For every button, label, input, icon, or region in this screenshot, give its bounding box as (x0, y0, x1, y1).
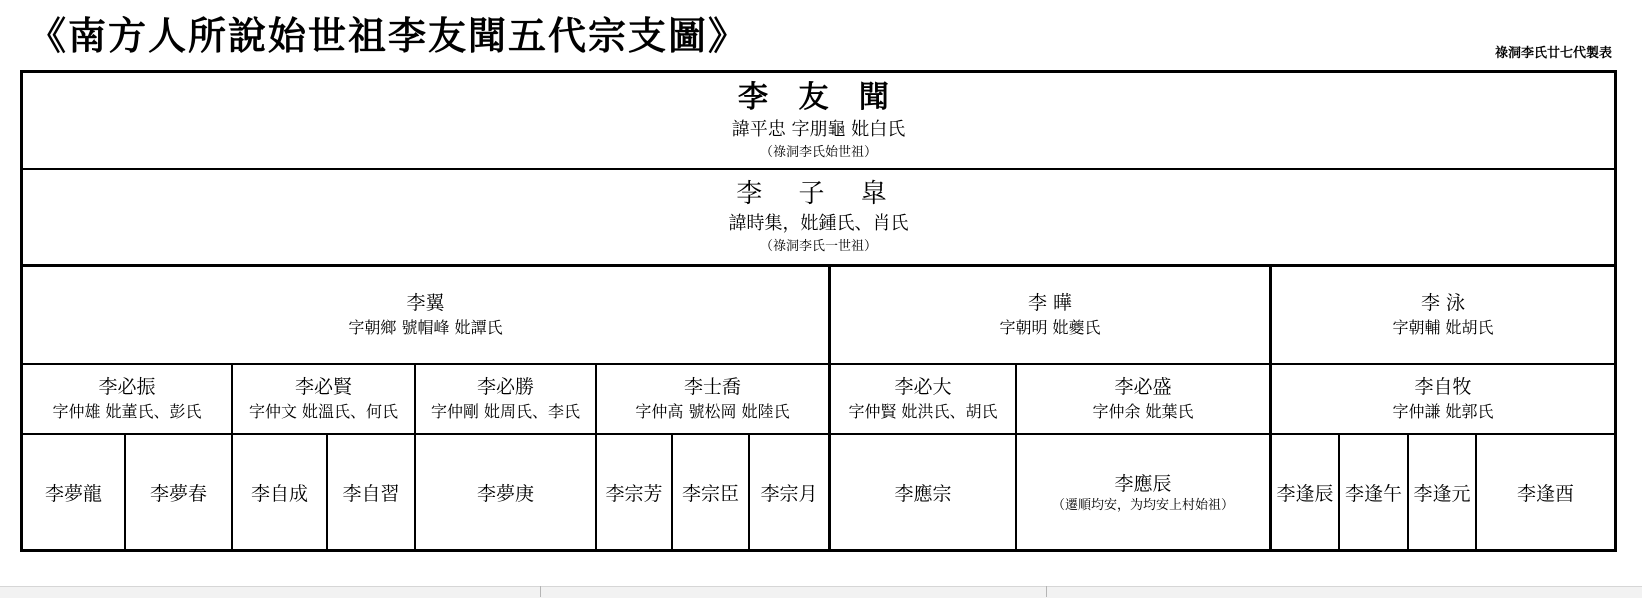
strip-divider (1046, 586, 1047, 597)
gen2-details: 字朝明 妣夔氏 (999, 318, 1101, 337)
gen4-cell (1015, 435, 1269, 549)
gen4-cell (414, 435, 595, 549)
gen4-name: 李自成 (250, 482, 308, 505)
gen3-details: 字仲雄 妣董氏、彭氏 (52, 402, 202, 421)
gen2-name: 李 曄 (1027, 292, 1073, 314)
gen4-name: 李自習 (342, 482, 400, 505)
gen2-name: 李翼 (406, 292, 445, 314)
gen4-cell (124, 435, 231, 549)
gen4-name: 李應宗 (894, 482, 952, 505)
gen4-row (23, 435, 1614, 549)
gen1-details: 諱時集，妣鍾氏、肖氏 (728, 213, 909, 234)
gen3-details: 字仲賢 妣洪氏、胡氏 (848, 402, 998, 421)
gen4-cell (828, 435, 1015, 549)
gen3-details: 字仲剛 妣周氏、李氏 (430, 402, 581, 421)
gen3-cell (595, 365, 828, 433)
gen4-cell (231, 435, 326, 549)
gen3-cell (828, 365, 1015, 433)
gen3-name: 李自牧 (1414, 376, 1472, 398)
author-note: 祿洞李氏廿七代製表 (1494, 46, 1612, 61)
gen3-name: 李必盛 (1114, 376, 1172, 398)
genealogy-table (20, 70, 1617, 552)
bottom-toolbar-strip (0, 586, 1642, 598)
gen1-name: 李 子 皐 (736, 179, 901, 209)
gen4-name: 李宗芳 (605, 482, 663, 505)
gen3-details: 字仲謙 妣郭氏 (1392, 402, 1494, 421)
gen4-name: 李夢龍 (44, 482, 102, 505)
gen4-cell (748, 435, 828, 549)
gen3-cell (231, 365, 414, 433)
gen3-name: 李必賢 (294, 376, 352, 398)
gen4-cell (1407, 435, 1475, 549)
gen4-name: 李逢辰 (1276, 482, 1334, 505)
gen4-cell (1475, 435, 1614, 549)
gen4-name: 李應辰 (1114, 472, 1172, 495)
gen3-name: 李士喬 (683, 376, 741, 398)
gen2-cell (1269, 267, 1614, 363)
gen4-cell (671, 435, 748, 549)
gen4-name: 李逢酉 (1516, 482, 1574, 505)
root-details: 諱平忠 字朋龜 妣白氏 (731, 118, 906, 140)
gen3-row (23, 365, 1614, 435)
gen3-name: 李必振 (98, 376, 156, 398)
gen1-note: （祿洞李氏一世祖） (759, 239, 877, 254)
gen3-cell (414, 365, 595, 433)
gen1-cell (23, 170, 1614, 264)
gen4-name: 李宗月 (760, 482, 818, 505)
gen2-cell (828, 267, 1269, 363)
gen3-details: 字仲余 妣葉氏 (1092, 402, 1194, 421)
gen3-details: 字仲高 號松岡 妣陸氏 (635, 402, 790, 421)
root-name: 李 友 聞 (738, 79, 899, 115)
gen4-cell (1269, 435, 1338, 549)
gen4-name: 李宗臣 (681, 482, 739, 505)
gen3-name: 李必勝 (476, 376, 534, 398)
gen3-cell (23, 365, 231, 433)
gen3-details: 字仲文 妣溫氏、何氏 (248, 402, 399, 421)
gen4-name: 李夢庚 (476, 482, 534, 505)
gen2-name: 李 泳 (1420, 292, 1466, 314)
gen2-details: 字朝鄉 號帽峰 妣譚氏 (348, 318, 503, 337)
strip-divider (540, 586, 541, 597)
gen4-cell (23, 435, 124, 549)
gen2-row (23, 267, 1614, 365)
gen4-name: 李夢春 (149, 482, 207, 505)
gen4-name: 李逢午 (1344, 482, 1402, 505)
root-row (23, 73, 1614, 170)
gen4-cell (595, 435, 671, 549)
gen2-details: 字朝輔 妣胡氏 (1392, 318, 1494, 337)
gen3-name: 李必大 (894, 376, 952, 398)
gen3-cell (1015, 365, 1269, 433)
gen4-cell (1338, 435, 1407, 549)
gen2-cell (23, 267, 828, 363)
root-cell (23, 73, 1614, 168)
gen4-cell (326, 435, 414, 549)
gen1-row (23, 170, 1614, 267)
root-note: （祿洞李氏始世祖） (759, 144, 877, 160)
page-title: 《南方人所說始世祖李友聞五代宗支圖》 (28, 13, 749, 58)
gen4-name: 李逢元 (1413, 482, 1471, 505)
gen4-note: （遷順均安，为均安上村始祖） (1051, 497, 1234, 513)
gen3-cell (1269, 365, 1614, 433)
